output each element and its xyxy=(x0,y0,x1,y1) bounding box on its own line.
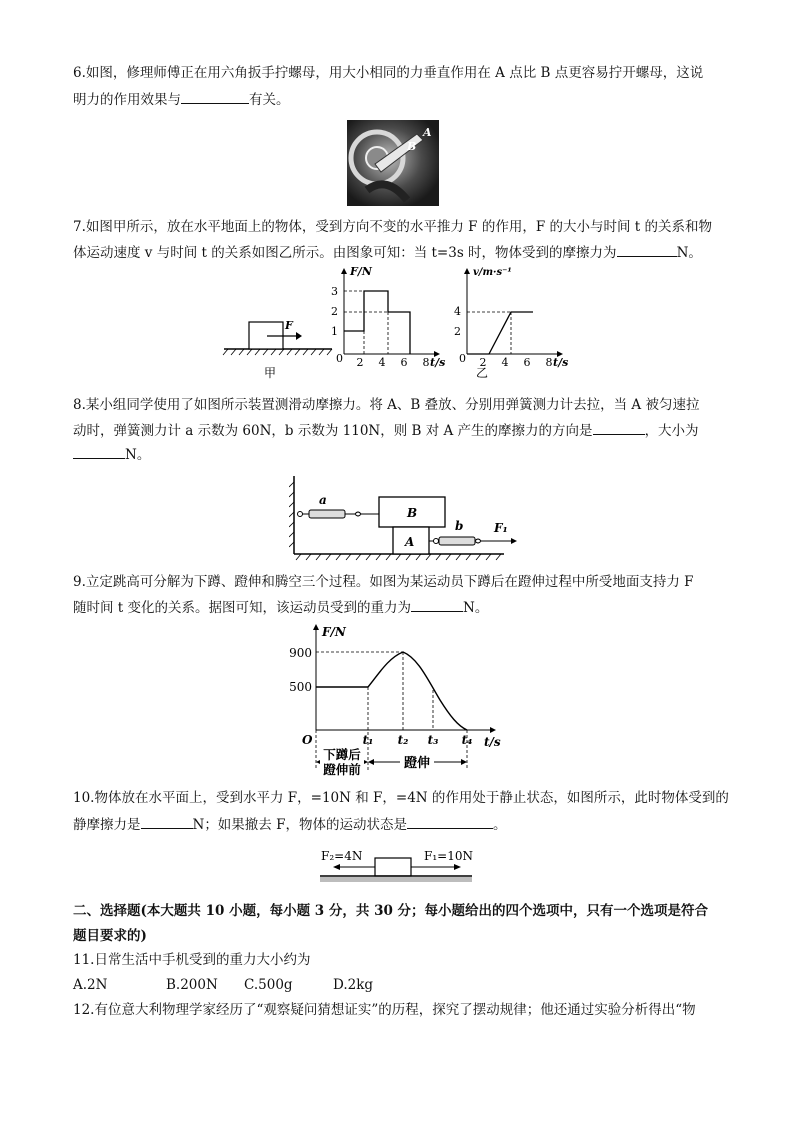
q10-f2-label: F₂=4N xyxy=(321,849,363,863)
q7-g1-xtick-6: 6 xyxy=(400,356,408,369)
q9-origin: O xyxy=(302,733,313,747)
q7-g2-ylabel: v/m·s⁻¹ xyxy=(473,267,512,278)
q8-line3-post: N。 xyxy=(125,447,151,463)
q7-g1-ytick-1: 1 xyxy=(331,325,338,338)
q7-graph-force xyxy=(331,265,445,369)
q10-line2 xyxy=(73,814,506,835)
q9-t3: t₃ xyxy=(427,733,439,747)
q7-g2-xlabel: t/s xyxy=(553,356,569,369)
q8-label-b: b xyxy=(455,519,464,533)
q7-g1-xtick-0: 0 xyxy=(336,352,343,365)
q9-answer-blank[interactable] xyxy=(411,597,463,612)
q8-force-f1: F₁ xyxy=(494,521,508,535)
q8-direction-blank[interactable] xyxy=(593,420,645,435)
section2-line2: 题目要求的) xyxy=(73,928,147,944)
q7-figure xyxy=(222,262,572,387)
q7-g2-xtick-4: 4 xyxy=(501,356,509,369)
q9-ytick-500: 500 xyxy=(289,680,312,694)
q12-line1: 12.有位意大利物理学家经历了“观察疑问猜想证实”的历程，探究了摆动规律；他还通过实验分析得出“物 xyxy=(73,1002,696,1018)
q9-force-curve xyxy=(316,652,467,730)
q7-g1-xtick-2: 2 xyxy=(356,356,364,369)
q7-g2-ytick-2: 2 xyxy=(454,325,461,338)
section2-line1: 二、选择题(本大题共 10 小题，每小题 3 分，共 30 分；每小题给出的四个选项中，只有一个选项是符合 xyxy=(73,903,709,919)
q8-block-b-label: B xyxy=(407,506,418,520)
q11-option-c[interactable]: C.500g xyxy=(244,977,293,993)
q7-line2 xyxy=(73,242,702,263)
q7-g2-xtick-0: 0 xyxy=(459,352,466,365)
q9-t1: t₁ xyxy=(362,733,374,747)
q8-magnitude-blank[interactable] xyxy=(73,444,125,459)
q7-answer-blank[interactable] xyxy=(617,242,677,257)
q8-figure xyxy=(289,472,519,564)
q9-xlabel: t/s xyxy=(484,735,501,749)
q6-label-a: A xyxy=(423,126,432,139)
q7-block-diagram xyxy=(223,319,332,380)
q7-graph-velocity xyxy=(454,267,568,380)
q9-t4: t₄ xyxy=(461,733,473,747)
q8-line2 xyxy=(73,420,699,441)
q7-line2-pre: 体运动速度 v 与时间 t 的关系如图乙所示。由图象可知：当 t=3s 时，物体受到的摩擦力为 xyxy=(73,245,617,261)
q9-graph xyxy=(278,620,510,780)
q7-g1-xlabel: t/s xyxy=(430,356,446,369)
q10-figure xyxy=(318,845,476,885)
q10-line2-mid: N；如果撤去 F，物体的运动状态是 xyxy=(192,817,407,833)
q10-f1-label: F₁=10N xyxy=(424,849,473,863)
q7-g1-ylabel: F/N xyxy=(350,265,372,278)
q10-friction-blank[interactable] xyxy=(141,814,193,829)
q8-label-a: a xyxy=(319,493,327,507)
q11-option-d[interactable]: D.2kg xyxy=(333,977,374,993)
q9-stage1-line2: 蹬伸前 xyxy=(323,762,361,777)
q8-spring-scale-a xyxy=(298,493,380,518)
q6-line2 xyxy=(73,89,290,110)
q8-line3 xyxy=(73,444,150,465)
q8-line1: 8.某小组同学使用了如图所示装置测滑动摩擦力。将 A、B 叠放、分别用弹簧测力计去拉，当 A 被匀速拉 xyxy=(73,397,700,413)
q11-option-a[interactable]: A.2N xyxy=(73,977,108,993)
q9-line2-pre: 随时间 t 变化的关系。据图可知，该运动员受到的重力为 xyxy=(73,600,412,616)
q7-g1-ytick-2: 2 xyxy=(331,305,338,318)
q10-line1: 10.物体放在水平面上，受到水平力 F，=10N 和 F，=4N 的作用处于静止状态，如图所示，此时物体受到的 xyxy=(73,790,729,806)
q9-line2 xyxy=(73,597,488,618)
q6-label-b: B xyxy=(407,140,417,153)
q9-line2-post: N。 xyxy=(463,600,489,616)
q9-ylabel: F/N xyxy=(322,625,346,639)
q7-fig-jia: 甲 xyxy=(264,366,277,380)
q7-line2-post: N。 xyxy=(676,245,702,261)
q6-line1: 6.如图，修理师傅正在用六角扳手拧螺母，用大小相同的力垂直作用在 A 点比 B 点更容易拧开螺母，这说 xyxy=(73,65,704,81)
q8-line2-post: ，大小为 xyxy=(644,423,699,439)
q9-line1: 9.立定跳高可分解为下蹲、蹬伸和腾空三个过程。如图为某运动员下蹲后在蹬伸过程中所受地面支持力 F xyxy=(73,574,694,590)
q7-force-label: F xyxy=(285,319,293,332)
q9-stage1-line1: 下蹲后 xyxy=(323,747,361,762)
q6-answer-blank[interactable] xyxy=(181,89,249,104)
q9-ytick-900: 900 xyxy=(289,646,312,660)
q7-g2-xtick-2: 2 xyxy=(479,356,487,369)
q6-wrench-photo xyxy=(347,120,439,206)
q6-line2-post: 有关。 xyxy=(249,92,290,108)
q8-block-a-label: A xyxy=(405,535,415,549)
q7-g2-xtick-8: 8 xyxy=(545,356,553,369)
q8-line2-pre: 动时，弹簧测力计 a 示数为 60N，b 示数为 110N，则 B 对 A 产生的摩擦力的方向是 xyxy=(73,423,593,439)
q9-t2: t₂ xyxy=(397,733,409,747)
q10-state-blank[interactable] xyxy=(407,814,493,829)
q7-g1-xtick-8: 8 xyxy=(422,356,430,369)
q11-stem: 11.日常生活中手机受到的重力大小约为 xyxy=(73,952,311,968)
q7-line1: 7.如图甲所示，放在水平地面上的物体，受到方向不变的水平推力 F 的作用，F 的大小与时间 t 的关系和物 xyxy=(73,219,712,235)
q7-fig-yi: 乙 xyxy=(476,366,489,380)
q9-stage2: 蹬伸 xyxy=(403,756,431,771)
q7-g2-xtick-6: 6 xyxy=(523,356,531,369)
q7-g1-ytick-3: 3 xyxy=(331,285,338,298)
q7-g1-xtick-4: 4 xyxy=(378,356,386,369)
q7-g2-ytick-4: 4 xyxy=(454,305,461,318)
q6-line2-pre: 明力的作用效果与 xyxy=(73,92,181,108)
q10-line2-pre: 静摩擦力是 xyxy=(73,817,141,833)
q11-option-b[interactable]: B.200N xyxy=(166,977,218,993)
q10-line2-post: 。 xyxy=(492,817,507,833)
